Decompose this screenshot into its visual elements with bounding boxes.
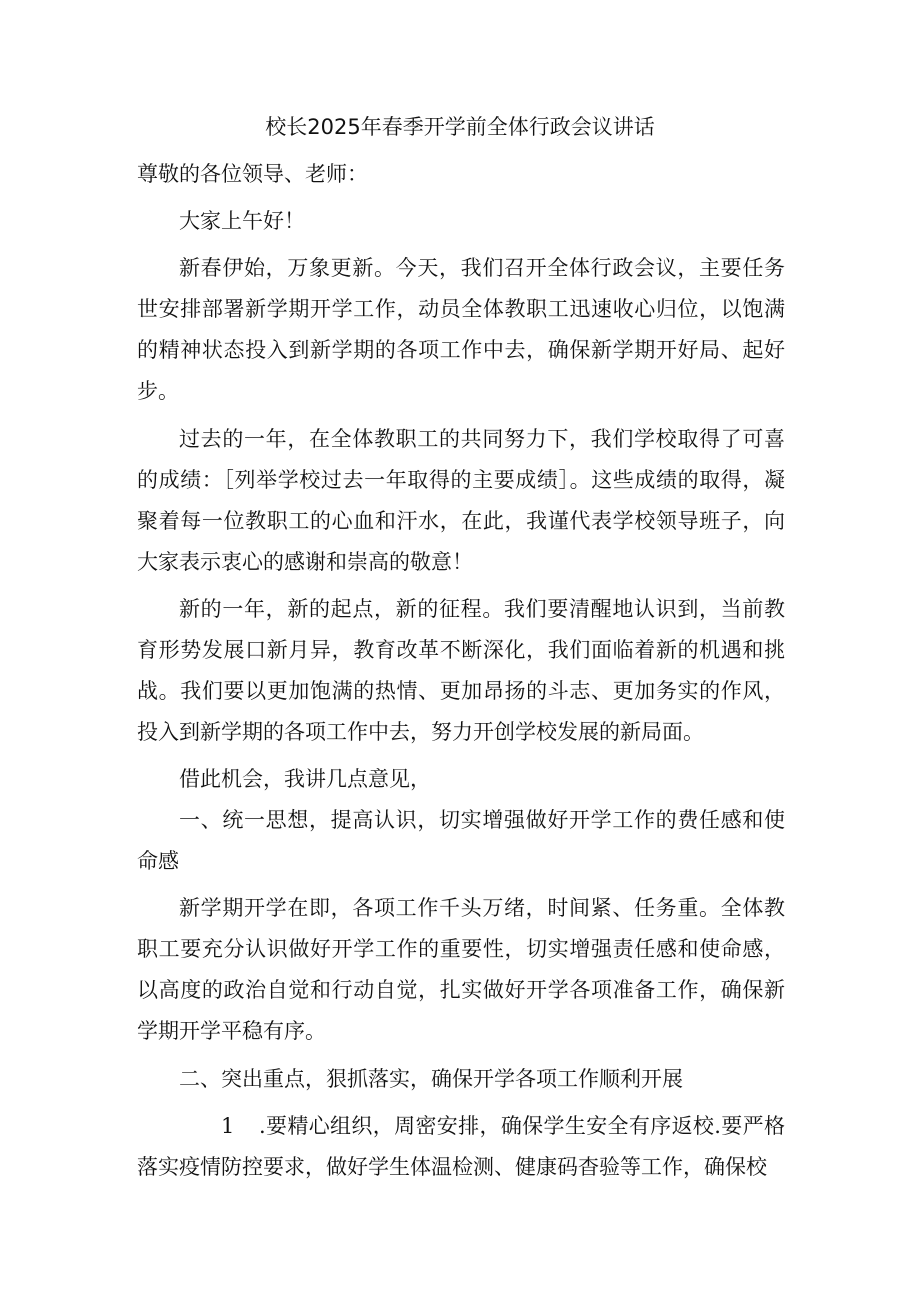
paragraph-new-year: 新的一年，新的起点，新的征程。我们要清醒地认识到，当前教育形势发展口新月异，教育改革不断深化，我们面临着新的机遇和挑战。我们要以更加饱满的热情、更加昂扬的斗志、更加务实的作风，投入到新学期的各项工作中去，努力开创学校发展的新局面。 bbox=[137, 597, 785, 744]
list-item-1 bbox=[137, 1106, 785, 1188]
salutation: 尊敬的各位领导、老师： bbox=[137, 162, 368, 186]
paragraph-section-1: 新学期开学在即，各项工作千头万绪，时间紧、任务重。全体教职工要充分认识做好开学工作的重要性，切实增强责任感和使命感，以高度的政治自觉和行动自觉，扎实做好开学各项准备工作，确保新学期开学平稳有序。 bbox=[137, 896, 785, 1043]
section-heading-2: 二、突出重点，狠抓落实，确保开学各项工作顺利开展 bbox=[179, 1067, 683, 1091]
greeting: 大家上午好！ bbox=[179, 209, 305, 233]
section-heading-1: 一、统一思想，提高认识，切实增强做好开学工作的费任感和使命感 bbox=[137, 808, 785, 873]
paragraph-opinions-intro: 借此机会，我讲几点意见， bbox=[179, 767, 431, 791]
paragraph-achievements: 过去的一年，在全体教职工的共同努力下，我们学校取得了可喜的成绩：［列举学校过去一年取得的主要成绩］。这些成绩的取得，凝聚着每一位教职工的心血和汗水，在此，我谨代表学校领导班子，向大家表示衷心的感谢和崇高的敬意！ bbox=[137, 427, 785, 574]
document-title: 校长2025年春季开学前全体行政会议讲话 bbox=[265, 115, 655, 139]
list-item-text: .要精心组织，周密安排，确保学生安全有序返校.要严格落实疫情防控要求，做好学生体温检测、健康码杳验等工作，确保校 bbox=[137, 1114, 785, 1179]
document-body bbox=[137, 154, 785, 1188]
paragraph-opening: 新春伊始，万象更新。今天，我们召开全体行政会议，主要任务世安排部署新学期开学工作，动员全体教职工迅速收心归位，以饱满的精神状态投入到新学期的各项工作中去，确保新学期开好局、起好步。 bbox=[137, 256, 785, 403]
list-item-number: 1 bbox=[221, 1114, 235, 1138]
